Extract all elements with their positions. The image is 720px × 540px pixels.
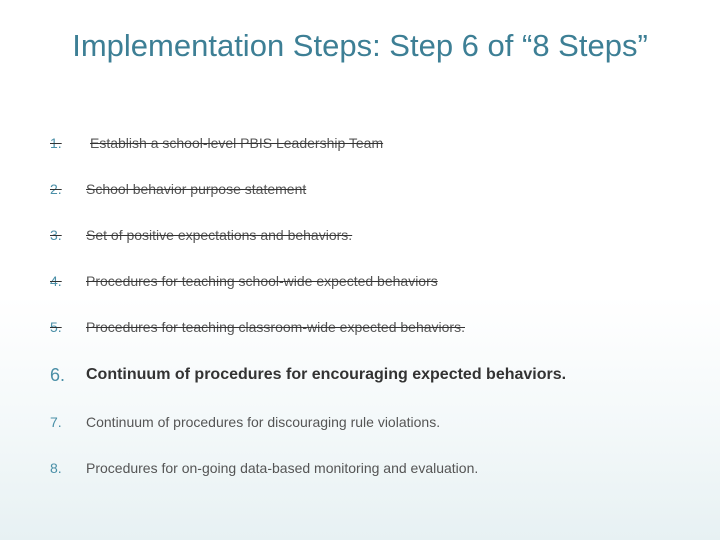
step-6-current — [48, 360, 688, 390]
step-text: Continuum of procedures for encouraging expected behaviors. — [86, 366, 567, 383]
step-number: 6. — [50, 365, 66, 385]
step-2 — [48, 174, 688, 204]
step-number: 1. — [50, 135, 62, 151]
step-number: 2. — [50, 181, 62, 197]
slide-title: Implementation Steps: Step 6 of “8 Steps” — [72, 28, 648, 63]
step-text: Establish a school-level PBIS Leadership Team — [90, 135, 384, 151]
step-text: Set of positive expectations and behaviors. — [86, 227, 353, 243]
step-4 — [48, 266, 688, 296]
step-number: 5. — [50, 319, 62, 335]
step-1 — [48, 128, 688, 158]
step-number: 3. — [50, 227, 62, 243]
step-7 — [48, 407, 688, 437]
step-text: Procedures for on-going data-based monitoring and evaluation. — [86, 460, 479, 476]
step-number: 4. — [50, 273, 62, 289]
step-5 — [48, 312, 688, 342]
step-text: School behavior purpose statement — [86, 181, 307, 197]
step-text: Continuum of procedures for discouraging rule violations. — [86, 414, 441, 430]
step-text: Procedures for teaching classroom-wide expected behaviors. — [86, 319, 465, 335]
step-8 — [48, 453, 688, 483]
step-number: 7. — [50, 414, 62, 430]
step-3 — [48, 220, 688, 250]
step-text: Procedures for teaching school-wide expected behaviors — [86, 273, 438, 289]
step-number: 8. — [50, 460, 62, 476]
